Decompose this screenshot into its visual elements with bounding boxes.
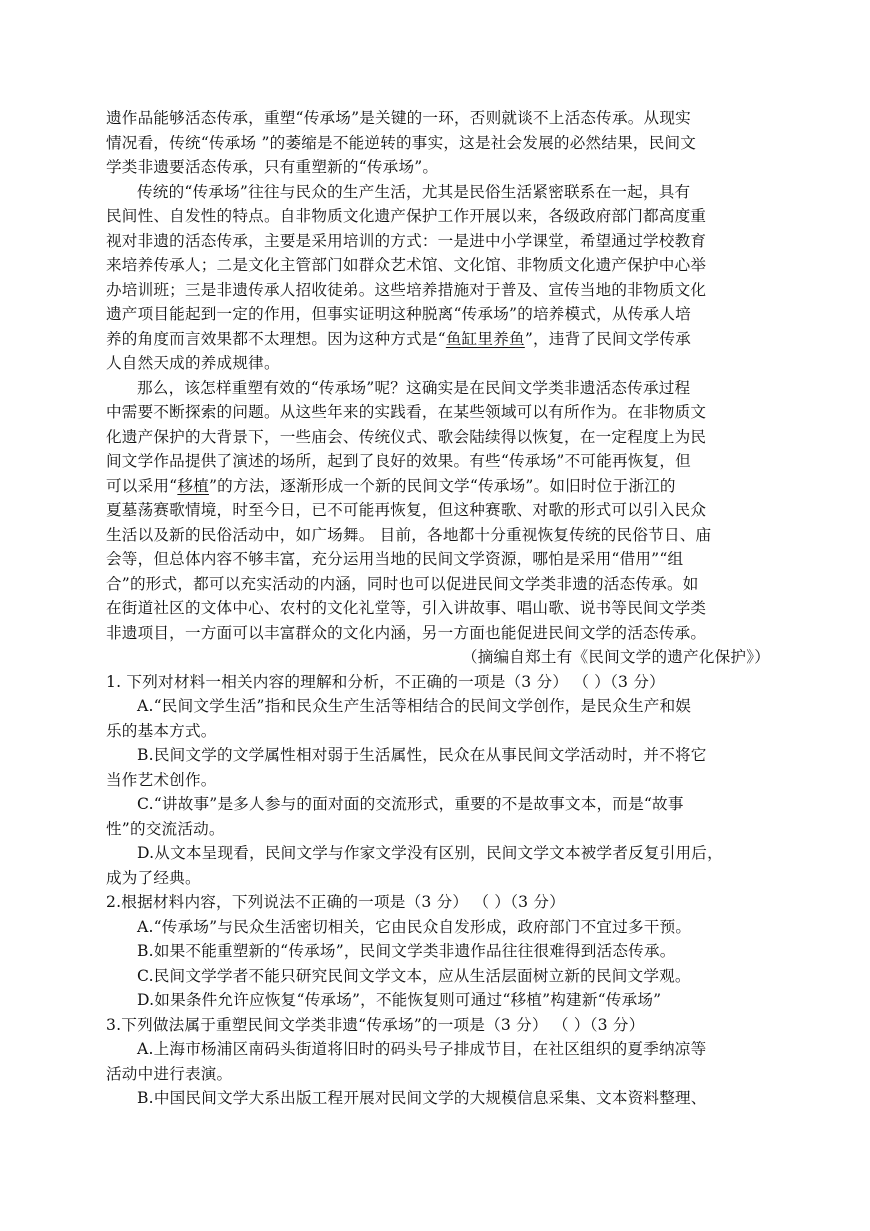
text-line: 传统的“传承场”往往与民众的生产生活，尤其是民俗生活紧密联系在一起，具有 bbox=[137, 182, 691, 201]
text-line bbox=[106, 474, 770, 499]
text-line: 办培训班；三是非遗传承人招收徒弟。这些培养措施对于普及、宣传当地的非物质文化 bbox=[106, 280, 707, 299]
source-citation: （摘编自郑土有《民间文学的遗产化保护》） bbox=[461, 648, 770, 666]
text-line: 来培养传承人；二是文化主管部门如群众艺术馆、文化馆、非物质文化遗产保护中心举 bbox=[106, 256, 707, 274]
text-line: 情况看，传统“传承场 ”的萎缩是不能逆转的事实，这是社会发展的必然结果，民间文 bbox=[106, 133, 697, 152]
option-a: A.“传承场”与民众生活密切相关，它由民众自发形成，政府部门不宜过多干预。 bbox=[137, 917, 692, 936]
text-line bbox=[106, 327, 770, 352]
text-line: 合”的形式，都可以充实活动的内涵，同时也可以促进民间文学类非遗的活态传承。如 bbox=[106, 574, 699, 593]
question-2 bbox=[106, 890, 770, 1013]
text-line: 民间性、自发性的特点。自非物质文化遗产保护工作开展以来，各级政府部门都高度重 bbox=[106, 207, 707, 225]
question-stem: 1. 下列对材料一相关内容的理解和分析，不正确的一项是（3 分） （ ）（3 分） bbox=[106, 672, 665, 691]
underlined-phrase: 鱼缸里养鱼 bbox=[445, 329, 525, 348]
text-line: 遗作品能够活态传承，重塑“传承场”是关键的一环，否则就谈不上活态传承。从现实 bbox=[106, 109, 691, 127]
text-line: 生活以及新的民俗活动中，如广场舞。 目前，各地都十分重视恢复传统的民俗节日、庙 bbox=[106, 525, 712, 544]
text-line: 那么，该怎样重塑有效的“传承场”呢？这确实是在民间文学类非遗活态传承过程 bbox=[137, 378, 691, 397]
question-1 bbox=[106, 670, 770, 891]
option-a-cont: 活动中进行表演。 bbox=[106, 1064, 233, 1083]
question-stem: 2.根据材料内容，下列说法不正确的一项是（3 分） （ ）（3 分） bbox=[106, 893, 565, 911]
option-b: B.民间文学的文学属性相对弱于生活属性，民众在从事民间文学活动时，并不将它 bbox=[137, 746, 707, 764]
text-line: 在街道社区的文体中心、农村的文化礼堂等，引入讲故事、唱山歌、说书等民间文学类 bbox=[106, 599, 707, 617]
option-b: B.中国民间文学大系出版工程开展对民间文学的大规模信息采集、文本资料整理、 bbox=[137, 1089, 707, 1107]
text-line: 中需要不断探索的问题。从这些年来的实践看，在某些领域可以有所作为。在非物质文 bbox=[106, 403, 707, 421]
text-segment: ”，违背了民间文学传承 bbox=[524, 329, 691, 348]
question-stem: 3.下列做法属于重塑民间文学类非遗“传承场”的一项是（3 分） （ ）（3 分） bbox=[106, 1015, 645, 1034]
text-line: 化遗产保护的大背景下，一些庙会、传统仪式、歌会陆续得以恢复，在一定程度上为民 bbox=[106, 427, 707, 446]
text-segment: 可以采用“ bbox=[106, 476, 178, 495]
option-c-cont: 性”的交流活动。 bbox=[106, 819, 225, 838]
option-a-cont: 乐的基本方式。 bbox=[106, 721, 217, 740]
option-a: A.“民间文学生活”指和民众生产生活等相结合的民间文学创作，是民众生产和娱 bbox=[137, 697, 692, 715]
text-segment: ”的方法，逐渐形成一个新的民间文学“传承场”。如旧时位于浙江的 bbox=[208, 476, 676, 495]
text-line: 学类非遗要活态传承，只有重塑新的“传承场”。 bbox=[106, 158, 439, 176]
question-3 bbox=[106, 1013, 770, 1111]
paragraph-2 bbox=[106, 180, 770, 376]
text-line: 遗产项目能起到一定的作用，但事实证明这种脱离“传承场”的培养模式，从传承人培 bbox=[106, 305, 691, 323]
option-c: C.“讲故事”是多人参与的面对面的交流形式，重要的不是故事文本，而是“故事 bbox=[137, 795, 684, 813]
text-line: 人自然天成的养成规律。 bbox=[106, 354, 280, 372]
text-line: 视对非遗的活态传承，主要是采用培训的方式：一是进中小学课堂，希望通过学校教育 bbox=[106, 231, 707, 250]
document-page bbox=[106, 106, 770, 1111]
text-line: 非遗项目，一方面可以丰富群众的文化内涵，另一方面也能促进民间文学的活态传承。 bbox=[106, 623, 707, 642]
underlined-phrase: 移植 bbox=[177, 476, 209, 495]
paragraph-3 bbox=[106, 376, 770, 646]
option-d: D.从文本呈现看，民间文学与作家文学没有区别，民间文学文本被学者反复引用后， bbox=[137, 844, 723, 862]
text-line: 间文学作品提供了演述的场所，起到了良好的效果。有些“传承场”不可能再恢复，但 bbox=[106, 452, 691, 470]
option-b-cont: 当作艺术创作。 bbox=[106, 770, 217, 789]
option-d-cont: 成为了经典。 bbox=[106, 868, 201, 887]
text-segment: 养的角度而言效果都不太理想。因为这种方式是“ bbox=[106, 329, 446, 348]
option-a: A.上海市杨浦区南码头街道将旧时的码头号子排成节目，在社区组织的夏季纳凉等 bbox=[137, 1040, 707, 1058]
text-line: 会等，但总体内容不够丰富，充分运用当地的民间文学资源，哪怕是采用“借用”“组 bbox=[106, 550, 684, 568]
option-d: D.如果条件允许应恢复“传承场”，不能恢复则可通过“移植”构建新“传承场” bbox=[137, 991, 662, 1009]
text-line: 夏墓荡赛歌情境，时至今日，已不可能再恢复，但这种赛歌、对歌的形式可以引入民众 bbox=[106, 501, 707, 519]
paragraph-1 bbox=[106, 106, 770, 180]
option-b: B.如果不能重塑新的“传承场”，民间文学类非遗作品往往很难得到活态传承。 bbox=[137, 942, 676, 960]
option-c: C.民间文学学者不能只研究民间文学文本，应从生活层面树立新的民间文学观。 bbox=[137, 966, 691, 985]
